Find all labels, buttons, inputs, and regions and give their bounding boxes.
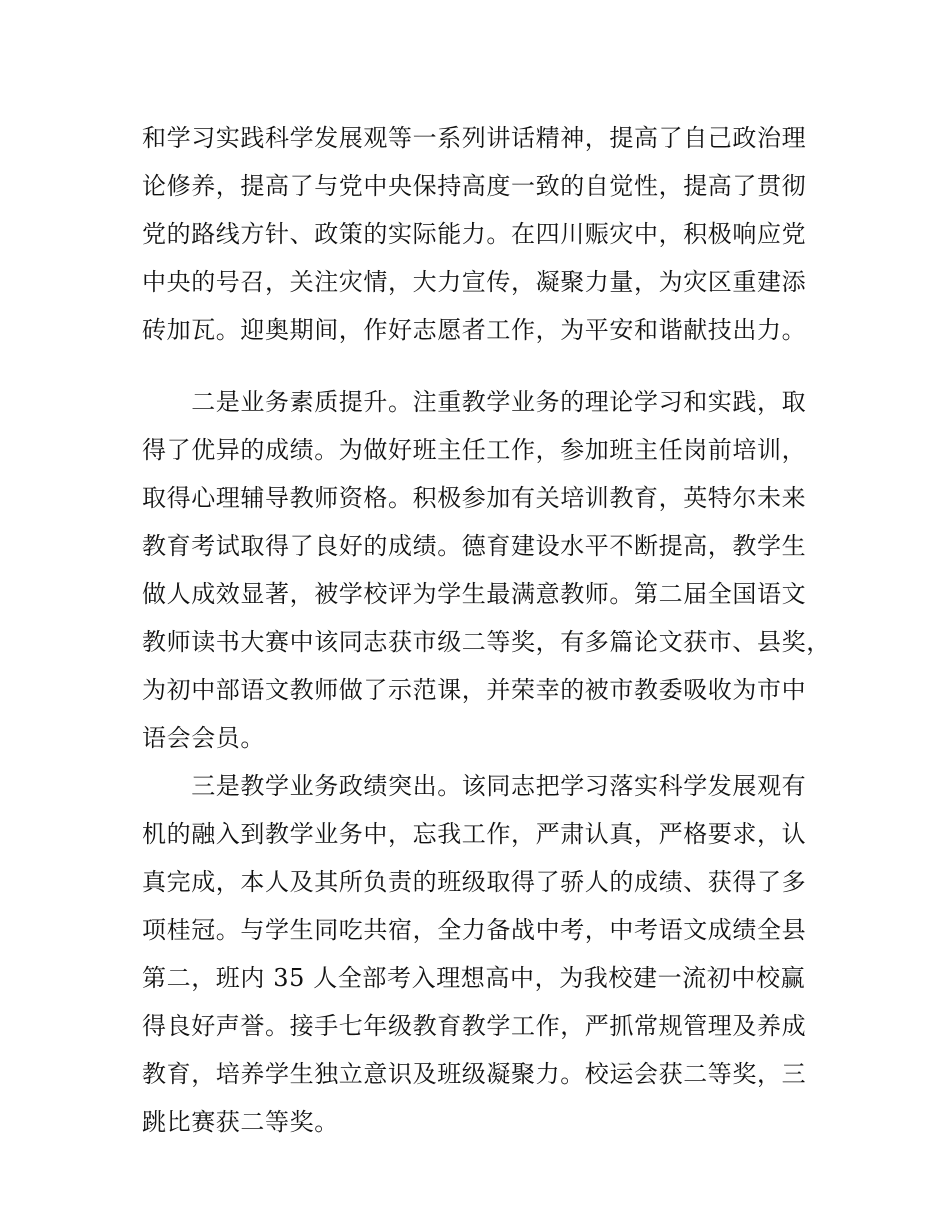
text-line: 取得心理辅导教师资格。积极参加有关培训教育，英特尔未来 [142, 484, 807, 512]
text-line: 得良好声誉。接手七年级教育教学工作，严抓常规管理及养成 [142, 1012, 807, 1040]
text-line: 第二，班内 35 人全部考入理想高中，为我校建一流初中校赢 [142, 964, 806, 992]
text-line: 砖加瓦。迎奥期间，作好志愿者工作，为平安和谐献技出力。 [142, 316, 807, 344]
text-line: 和学习实践科学发展观等一系列讲话精神，提高了自己政治理 [142, 124, 807, 152]
paragraph-teaching-achievements [142, 762, 832, 1146]
text-line: 教师读书大赛中该同志获市级二等奖，有多篇论文获市、县奖， [142, 628, 831, 656]
text-line: 教育，培养学生独立意识及班级凝聚力。校运会获二等奖，三 [142, 1060, 807, 1088]
text-line: 论修养，提高了与党中央保持高度一致的自觉性，提高了贯彻 [142, 172, 807, 200]
text-line: 教育考试取得了良好的成绩。德育建设水平不断提高，教学生 [142, 532, 807, 560]
paragraph-professional-quality [142, 378, 832, 762]
text-line: 语会会员。 [142, 724, 265, 752]
paragraph-political-study [142, 114, 832, 354]
text-line: 党的路线方针、政策的实际能力。在四川赈灾中，积极响应党 [142, 220, 807, 248]
text-line: 中央的号召，关注灾情，大力宣传，凝聚力量，为灾区重建添 [142, 268, 807, 296]
text-line: 跳比赛获二等奖。 [142, 1108, 339, 1136]
text-line: 做人成效显著，被学校评为学生最满意教师。第二届全国语文 [142, 580, 807, 608]
text-line: 机的融入到教学业务中，忘我工作，严肃认真，严格要求，认 [142, 820, 807, 848]
text-line: 为初中部语文教师做了示范课，并荣幸的被市教委吸收为市中 [142, 676, 807, 704]
text-line: 真完成，本人及其所负责的班级取得了骄人的成绩、获得了多 [142, 868, 807, 896]
text-line: 三是教学业务政绩突出。该同志把学习落实科学发展观有 [142, 772, 807, 800]
text-line: 得了优异的成绩。为做好班主任工作，参加班主任岗前培训， [142, 436, 807, 464]
text-line: 二是业务素质提升。注重教学业务的理论学习和实践，取 [142, 388, 807, 416]
text-line: 项桂冠。与学生同吃共宿，全力备战中考，中考语文成绩全县 [142, 916, 807, 944]
